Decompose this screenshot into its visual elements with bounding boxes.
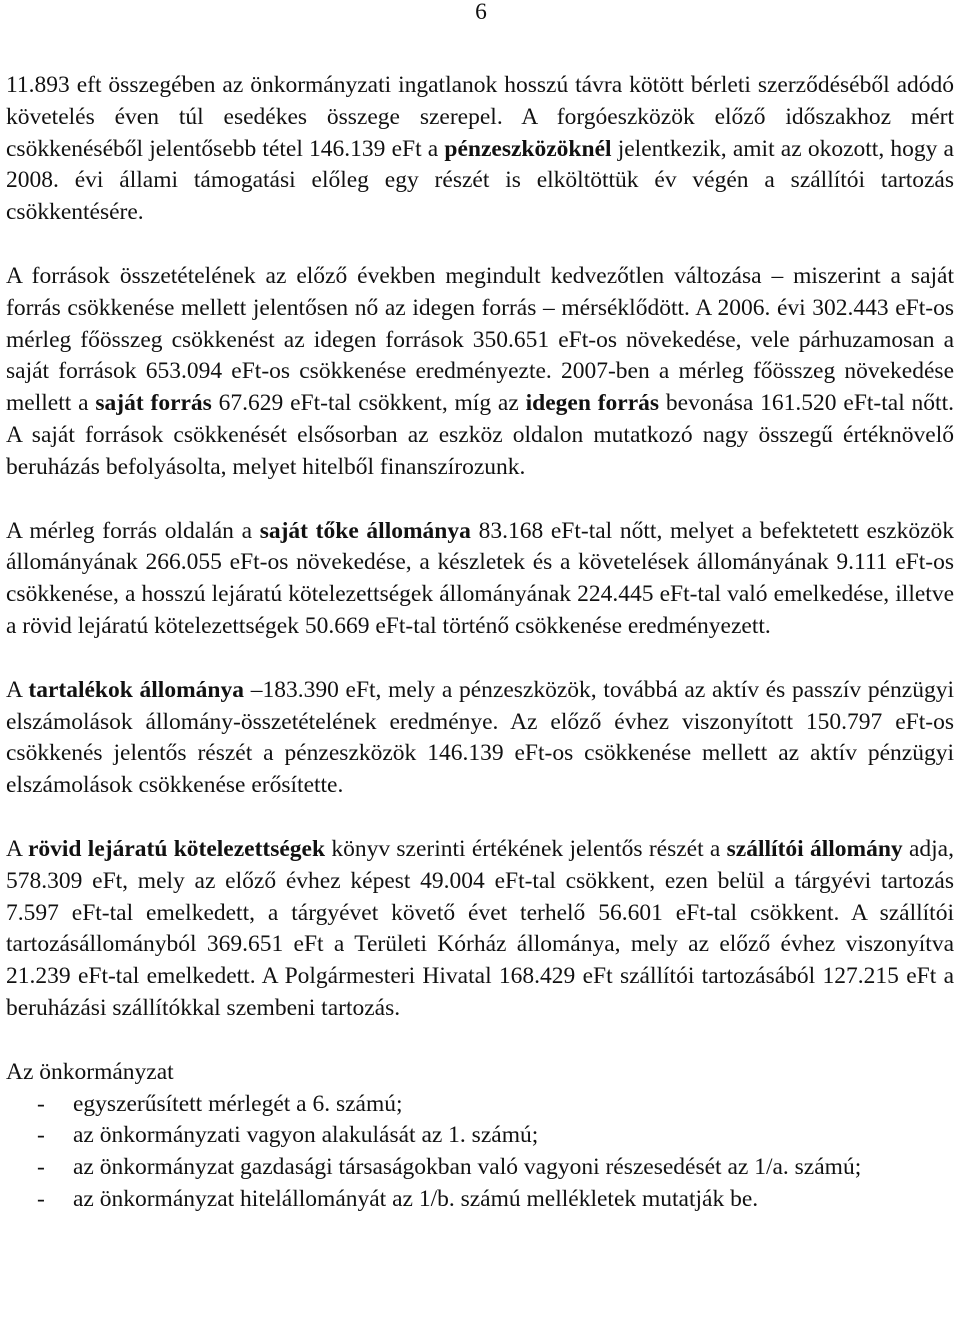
page-number: 6 — [475, 0, 487, 25]
list-item — [6, 1120, 954, 1152]
emphasized-term: tartalékok állománya — [28, 676, 244, 703]
text-run: –183.390 eFt, mely a pénzeszközök, továbbá az aktív és passzív pénzügyi elszámolások állomány-összetételének eredménye. Az előző évhez viszonyított 150.797 eFt-os csökkenés jelentős részét a pénzeszközök 146.139 eFt-os csökkenése mellett az aktív pénzügyi elszámolások csökkenése erősítette. — [6, 676, 954, 799]
text-run: 11.893 eft összegében az önkormányzati ingatlanok hosszú távra kötött bérleti szerződéséből adódó követelés éven túl esedékes összege szerepel. A forgóeszközök előző időszakhoz mért csökkenéséből jelentősebb tétel 146.139 eFt a — [6, 72, 954, 162]
list-intro: Az önkormányzat — [6, 1058, 174, 1085]
emphasized-term: idegen forrás — [525, 390, 660, 417]
list-item — [6, 1089, 954, 1121]
emphasized-term: rövid lejáratú kötelezettségek — [27, 835, 326, 862]
text-run: A mérleg forrás oldalán a — [6, 517, 260, 544]
list-item — [6, 1184, 954, 1216]
paragraph-short-term-liabilities — [6, 834, 954, 1025]
paragraph-receivables — [6, 70, 954, 229]
emphasized-term: szállítói állomány — [726, 835, 903, 862]
paragraph-sources-composition — [6, 261, 954, 484]
list-item — [6, 1152, 954, 1184]
list-item-text: az önkormányzati vagyon alakulását az 1. számú; — [73, 1122, 539, 1149]
annex-list — [6, 1089, 954, 1216]
list-dash: - — [37, 1090, 45, 1117]
document-body — [6, 70, 954, 1216]
list-item-text: az önkormányzat gazdasági társaságokban való vagyoni részesedését az 1/a. számú; — [73, 1154, 862, 1181]
text-run: A — [6, 835, 28, 862]
emphasized-term: pénzeszközöknél — [444, 135, 612, 162]
text-run: 83.168 eFt-tal nőtt, melyet a befektetett eszközök állományának 266.055 eFt-os növekedése, a készletek és a követelések állományának 9.111 eFt-os csökkenése, a hosszú lejáratú kötelezettségek állományának 224.445 eFt-tal való emelkedése, illetve a rövid lejáratú kötelezettségek 50.669 eFt-tal történő csökkenése eredményezett. — [6, 517, 954, 639]
text-run: adja, 578.309 eFt, mely az előző évhez képest 49.004 eFt-tal csökkent, ezen belül a tárgyévi tartozás 7.597 eFt-tal emelkedett, a tárgyévet követő évet terhelő 56.601 eFt-tal csökkent. A szállítói tartozásállományból 369.651 eFt a Területi Kórház állománya, mely az előző évhez viszonyítva 21.239 eFt-tal emelkedett. A Polgármesteri Hivatal 168.429 eFt szállítói tartozásából 127.215 eFt a beruházási szállítókkal szembeni tartozás. — [6, 835, 954, 1021]
emphasized-term: saját tőke állománya — [259, 517, 471, 544]
text-run: 67.629 eFt-tal csökkent, míg az — [211, 390, 526, 417]
text-run: jelentkezik, amit az okozott, hogy a 2008. évi állami támogatási előleg egy részét is elköltöttük év végén a szállítói tartozás csökkentésére. — [6, 135, 954, 226]
paragraph-reserves — [6, 675, 954, 802]
text-run: bevonása 161.520 eFt-tal nőtt. A saját források csökkenését elsősorban az eszköz oldalon mutatkozó nagy összegű értéknövelő beruházás befolyásolta, melyet hitelből finanszírozunk. — [6, 390, 954, 480]
paragraph-equity — [6, 516, 954, 643]
list-dash: - — [37, 1122, 45, 1149]
emphasized-term: saját forrás — [95, 390, 212, 417]
list-item-text: egyszerűsített mérlegét a 6. számú; — [73, 1090, 403, 1117]
list-dash: - — [37, 1185, 45, 1212]
text-run: A — [6, 676, 29, 703]
text-run: A források összetételének az előző években megindult kedvezőtlen változása – miszerint a saját forrás csökkenése mellett jelentősen nő az idegen forrás – mérséklődött. A 2006. évi 302.443 eFt-os mérleg főösszeg csökkenést az idegen források 350.651 eFt-os növekedése, vele párhuzamosan a saját források 653.094 eFt-os csökkenése eredményezte. 2007-ben a mérleg főösszeg növekedése mellett a — [6, 262, 954, 417]
list-item-text: az önkormányzat hitelállományát az 1/b. számú mellékletek mutatják be. — [73, 1185, 759, 1212]
text-run: könyv szerinti értékének jelentős részét a — [325, 835, 727, 862]
list-dash: - — [37, 1154, 45, 1181]
